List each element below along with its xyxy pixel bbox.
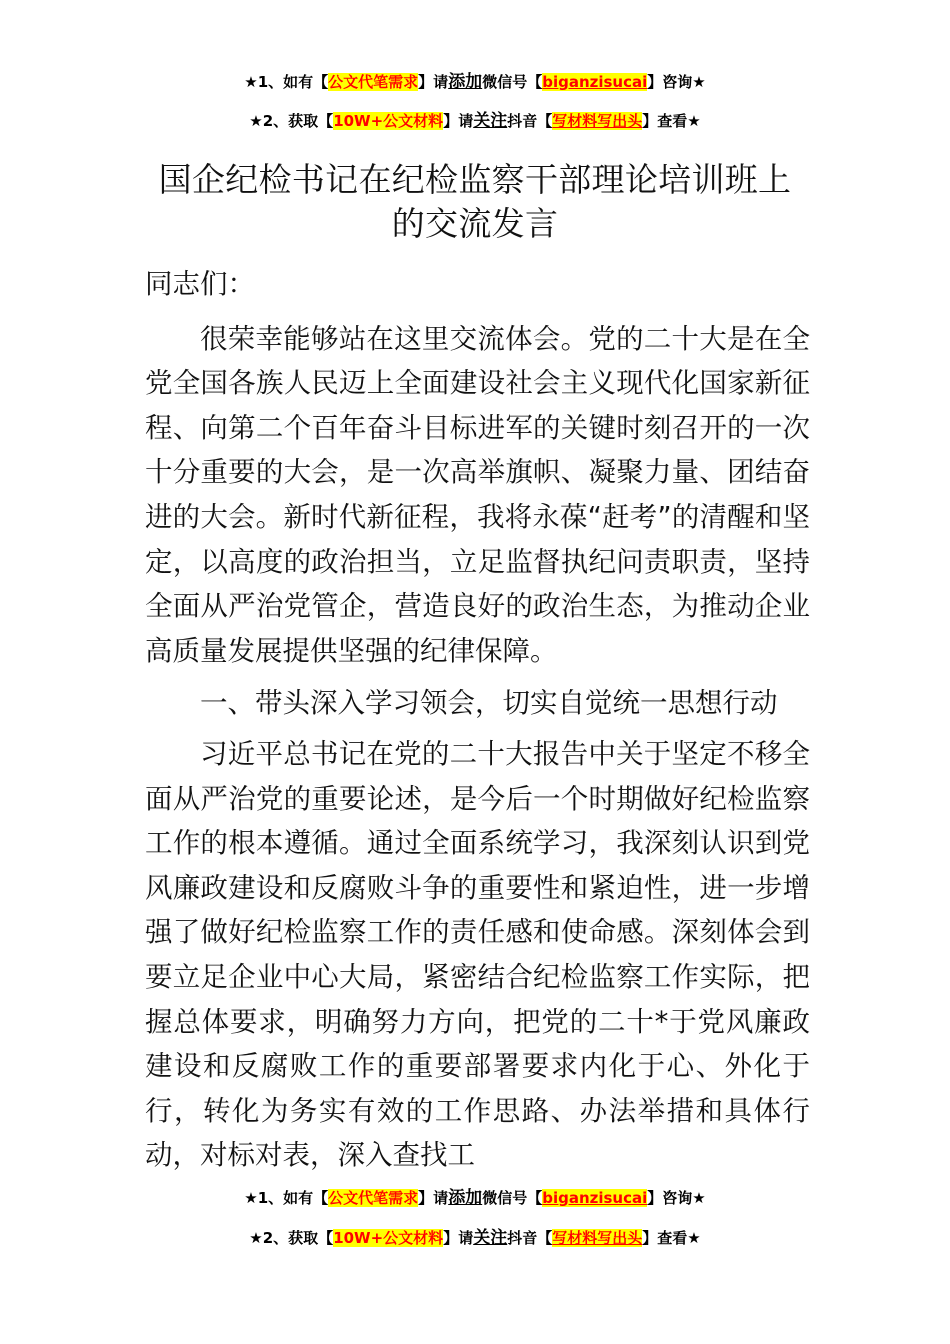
promo-text: ★1、如有【 [244, 1189, 329, 1207]
promo-text: 】查看★ [642, 1229, 701, 1247]
promo-text: ★2、获取【 [249, 112, 334, 130]
promo-text: 】咨询★ [647, 73, 706, 91]
promo-header-line-1 [0, 72, 950, 92]
promo-text: 微信号【 [482, 73, 543, 91]
promo-highlight: 10W+公文材料 [333, 112, 444, 130]
promo-douyin-id[interactable]: 写材料写出头 [552, 1229, 643, 1247]
promo-emphasis: 关注 [473, 1228, 508, 1248]
promo-text: ★2、获取【 [249, 1229, 334, 1247]
promo-text: ★1、如有【 [244, 73, 329, 91]
promo-text: 】查看★ [642, 112, 701, 130]
salutation: 同志们： [145, 268, 255, 300]
promo-text: 抖音【 [507, 112, 553, 130]
document-body [145, 262, 810, 1178]
section-heading: 一、带头深入学习领会，切实自觉统一思想行动 [200, 687, 778, 720]
promo-text: 】请 [418, 1189, 449, 1207]
promo-highlight: 公文代笔需求 [328, 73, 419, 91]
promo-highlight: 10W+公文材料 [333, 1229, 444, 1247]
promo-emphasis: 关注 [473, 111, 508, 131]
promo-footer-line-1 [0, 1188, 950, 1208]
document-title [0, 158, 950, 246]
promo-text: 】请 [443, 1229, 474, 1247]
promo-wechat-id[interactable]: biganzisucai [542, 73, 648, 91]
promo-emphasis: 添加 [448, 1188, 483, 1208]
promo-text: 微信号【 [482, 1189, 543, 1207]
promo-douyin-id[interactable]: 写材料写出头 [552, 112, 643, 130]
promo-highlight: 公文代笔需求 [328, 1189, 419, 1207]
promo-text: 】请 [418, 73, 449, 91]
paragraph: 很荣幸能够站在这里交流体会。党的二十大是在全党全国各族人民迈上全面建设社会主义现代化国家新征程、向第二个百年奋斗目标进军的关键时刻召开的一次十分重要的大会，是一次高举旗帜、凝聚力量、团结奋进的大会。新时代新征程，我将永葆“赶考”的清醒和坚定，以高度的政治担当，立足监督执纪问责职责，坚持全面从严治党管企，营造良好的政治生态，为推动企业高质量发展提供坚强的纪律保障。 [145, 322, 810, 667]
promo-emphasis: 添加 [448, 72, 483, 92]
promo-text: 抖音【 [507, 1229, 553, 1247]
promo-header-line-2 [0, 111, 950, 131]
document-title-line-2: 的交流发言 [391, 204, 559, 243]
promo-footer-line-2 [0, 1228, 950, 1248]
paragraph: 习近平总书记在党的二十大报告中关于坚定不移全面从严治党的重要论述，是今后一个时期做好纪检监察工作的根本遵循。通过全面系统学习，我深刻认识到党风廉政建设和反腐败斗争的重要性和紧迫性，进一步增强了做好纪检监察工作的责任感和使命感。深刻体会到要立足企业中心大局，紧密结合纪检监察工作实际，把握总体要求，明确努力方向，把党的二十*于党风廉政建设和反腐败工作的重要部署要求内化于心、外化于行，转化为务实有效的工作思路、办法举措和具体行动，对标对表，深入查找工 [145, 737, 810, 1172]
promo-wechat-id[interactable]: biganzisucai [542, 1189, 648, 1207]
document-title-line-1: 国企纪检书记在纪检监察干部理论培训班上 [158, 160, 792, 199]
promo-text: 】请 [443, 112, 474, 130]
promo-text: 】咨询★ [647, 1189, 706, 1207]
